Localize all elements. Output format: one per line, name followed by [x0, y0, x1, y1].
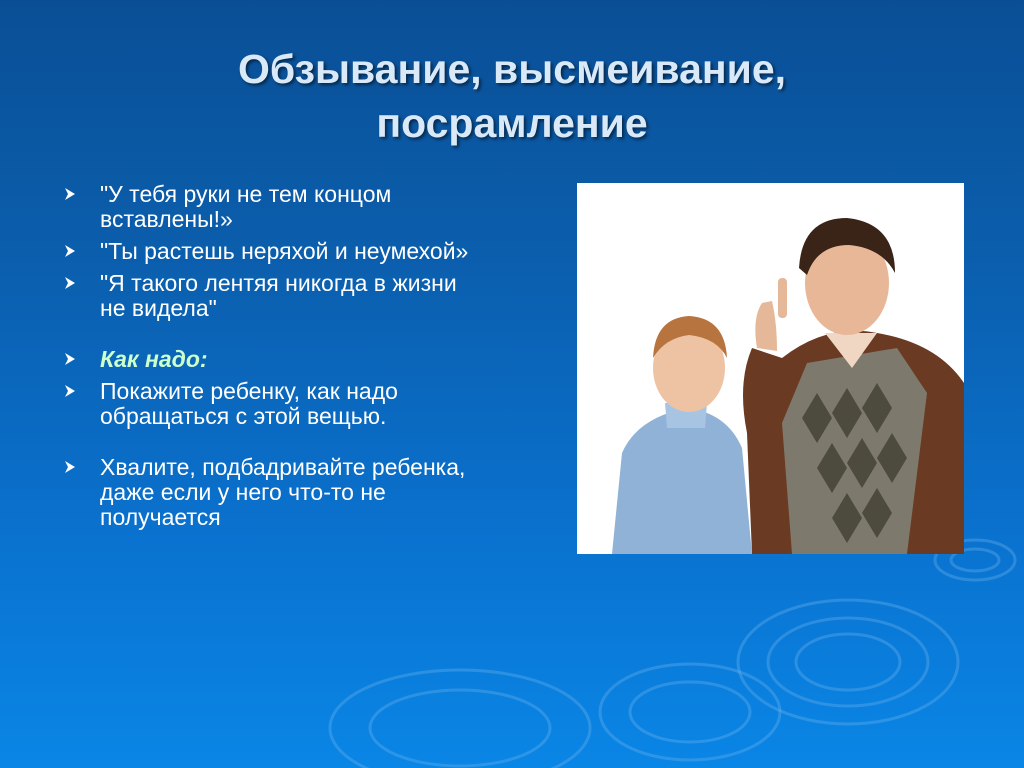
howto-heading: Как надо: — [100, 346, 208, 372]
title-line-2: посрамление — [376, 100, 648, 146]
title-line-1: Обзывание, высмеивание, — [237, 46, 787, 92]
photo-illustration — [577, 183, 964, 554]
arrowhead-bullet-icon — [62, 351, 78, 367]
photo-father-scolding-boy — [577, 183, 964, 554]
bullet-text: Хвалите, подбадривайте ребенка, даже если у него что-то не получается — [100, 454, 466, 530]
bullet-text: "Я такого лентяя никогда в жизни не видела" — [100, 270, 457, 321]
bullet-text: "У тебя руки не тем концом вставлены!» — [100, 181, 392, 232]
arrowhead-bullet-icon — [62, 275, 78, 291]
slide-title — [60, 42, 964, 150]
bullet-list — [62, 182, 482, 537]
bullet-item-howto — [62, 347, 482, 372]
bullet-text: "Ты растешь неряхой и неумехой» — [100, 238, 469, 264]
bullet-item — [62, 455, 482, 530]
bullet-item — [62, 379, 482, 429]
bullet-item — [62, 182, 482, 232]
arrowhead-bullet-icon — [62, 243, 78, 259]
bullet-text: Покажите ребенку, как надо обращаться с этой вещью. — [100, 378, 398, 429]
arrowhead-bullet-icon — [62, 383, 78, 399]
bullet-item — [62, 239, 482, 264]
arrowhead-bullet-icon — [62, 186, 78, 202]
arrowhead-bullet-icon — [62, 459, 78, 475]
bullet-item — [62, 271, 482, 321]
